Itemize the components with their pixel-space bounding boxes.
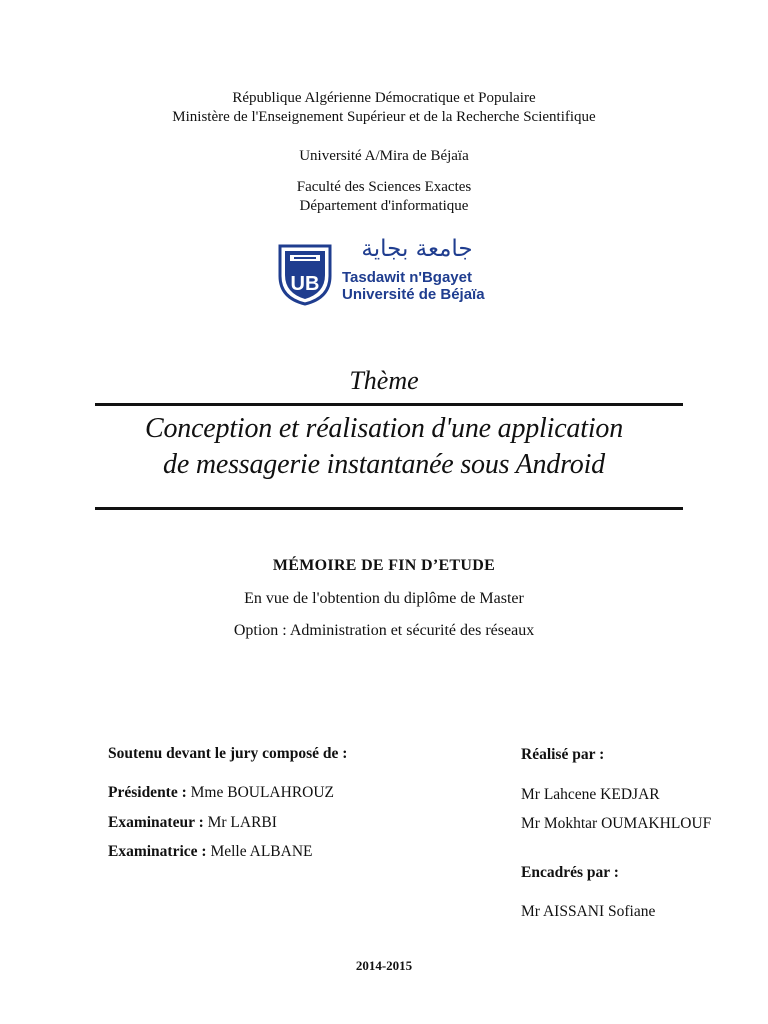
top-divider: [95, 403, 683, 406]
logo-tamazight-text: Tasdawit n'Bgayet: [342, 269, 472, 286]
thesis-title-line-1: Conception et réalisation d'une application: [145, 413, 623, 444]
bottom-divider: [95, 507, 683, 510]
author-name: Mr Mokhtar OUMAKHLOUF: [521, 815, 712, 832]
jury-name: Melle ALBANE: [210, 843, 313, 860]
degree-line: En vue de l'obtention du diplôme de Master: [244, 590, 524, 607]
thesis-title-line-2: de messagerie instantanée sous Android: [163, 449, 605, 480]
jury-member: [108, 814, 277, 832]
logo-french-text: Université de Béjaïa: [342, 286, 485, 303]
faculty-line: Faculté des Sciences Exactes: [296, 179, 472, 195]
university-logo: [276, 236, 491, 306]
jury-heading: Soutenu devant le jury composé de :: [108, 745, 348, 762]
jury-member: [108, 843, 312, 861]
memoire-heading: MÉMOIRE DE FIN D’ETUDE: [272, 557, 496, 574]
jury-role: Présidente :: [108, 784, 187, 801]
university-line: Université A/Mira de Béjaïa: [299, 148, 469, 164]
realise-heading: Réalisé par :: [521, 746, 605, 763]
theme-label: Thème: [349, 366, 419, 395]
jury-member: [108, 784, 334, 802]
department-line: Département d'informatique: [299, 198, 469, 214]
jury-name: Mme BOULAHROUZ: [190, 784, 335, 801]
republic-line: République Algérienne Démocratique et Populaire: [232, 90, 536, 106]
svg-text:UB: UB: [290, 273, 320, 295]
option-line: Option : Administration et sécurité des réseaux: [233, 622, 535, 639]
jury-name: Mr LARBI: [207, 814, 277, 831]
ministry-line: Ministère de l'Enseignement Supérieur et de la Recherche Scientifique: [172, 109, 596, 125]
jury-role: Examinateur :: [108, 814, 204, 831]
encadre-heading: Encadrés par :: [521, 864, 619, 881]
logo-arabic-text: جامعة بجاية: [361, 236, 473, 262]
author-name: Mr Lahcene KEDJAR: [521, 786, 660, 803]
academic-year: 2014-2015: [355, 958, 413, 973]
jury-role: Examinatrice :: [108, 843, 207, 860]
supervisor-name: Mr AISSANI Sofiane: [521, 903, 656, 920]
